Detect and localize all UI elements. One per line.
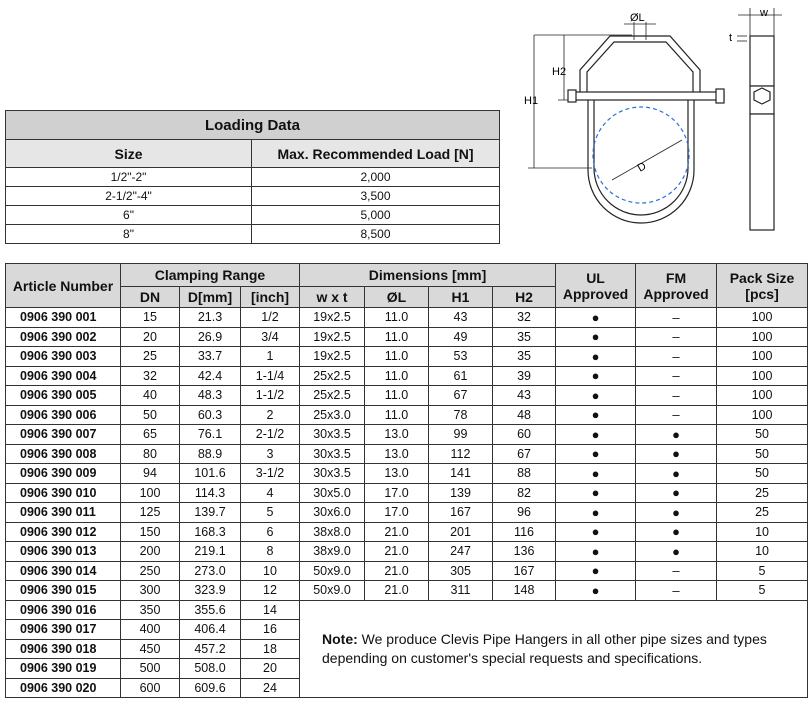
cell-d: 114.3 <box>180 483 241 503</box>
cell-wxt: 50x9.0 <box>300 581 365 601</box>
cell-fm: – <box>636 386 717 406</box>
article-number: 0906 390 011 <box>6 503 121 523</box>
cell-d: 139.7 <box>180 503 241 523</box>
cell-h2: 48 <box>493 405 556 425</box>
article-number: 0906 390 020 <box>6 678 121 698</box>
cell-d: 457.2 <box>180 639 241 659</box>
cell-h2: 88 <box>493 464 556 484</box>
cell-dn: 500 <box>121 659 180 679</box>
note-label: Note: <box>322 630 358 647</box>
cell-wxt: 38x8.0 <box>300 522 365 542</box>
loading-size-header: Size <box>6 140 252 168</box>
loading-data-title: Loading Data <box>6 111 500 140</box>
cell-h2: 35 <box>493 327 556 347</box>
cell-h1: 167 <box>429 503 493 523</box>
cell-pack: 25 <box>717 483 808 503</box>
cell-d: 609.6 <box>180 678 241 698</box>
cell-h1: 112 <box>429 444 493 464</box>
cell-wxt: 30x6.0 <box>300 503 365 523</box>
cell-dn: 65 <box>121 425 180 445</box>
cell-h1: 49 <box>429 327 493 347</box>
cell-h1: 61 <box>429 366 493 386</box>
table-row <box>6 425 808 445</box>
cell-inch: 12 <box>241 581 300 601</box>
cell-ol: 17.0 <box>365 503 429 523</box>
cell-ul: ● <box>556 405 636 425</box>
loading-load: 3,500 <box>252 187 500 206</box>
cell-wxt: 25x3.0 <box>300 405 365 425</box>
cell-ol: 11.0 <box>365 366 429 386</box>
cell-d: 60.3 <box>180 405 241 425</box>
cell-dn: 20 <box>121 327 180 347</box>
loading-row <box>6 225 500 244</box>
cell-h2: 35 <box>493 347 556 367</box>
cell-dn: 450 <box>121 639 180 659</box>
label-t: t <box>729 32 733 44</box>
article-number: 0906 390 013 <box>6 542 121 562</box>
note-text: We produce Clevis Pipe Hangers in all other pipe sizes and types depending on customer's special requests and specifications. <box>322 630 767 666</box>
cell-inch: 1-1/4 <box>241 366 300 386</box>
cell-wxt: 25x2.5 <box>300 386 365 406</box>
table-row <box>6 542 808 562</box>
table-row <box>6 522 808 542</box>
table-row <box>6 503 808 523</box>
loading-row <box>6 187 500 206</box>
ul-approved-header: UL Approved <box>556 264 636 308</box>
cell-dn: 200 <box>121 542 180 562</box>
cell-pack: 50 <box>717 425 808 445</box>
cell-fm: ● <box>636 444 717 464</box>
cell-dn: 32 <box>121 366 180 386</box>
label-h1: H1 <box>524 95 539 107</box>
cell-ol: 11.0 <box>365 347 429 367</box>
cell-h1: 43 <box>429 308 493 328</box>
cell-h2: 116 <box>493 522 556 542</box>
cell-ul: ● <box>556 347 636 367</box>
table-row <box>6 581 808 601</box>
article-number: 0906 390 010 <box>6 483 121 503</box>
cell-h2: 96 <box>493 503 556 523</box>
cell-ul: ● <box>556 522 636 542</box>
cell-fm: ● <box>636 522 717 542</box>
cell-fm: – <box>636 366 717 386</box>
article-number: 0906 390 005 <box>6 386 121 406</box>
cell-ol: 11.0 <box>365 308 429 328</box>
cell-pack: 10 <box>717 522 808 542</box>
cell-dn: 50 <box>121 405 180 425</box>
clamping-range-header: Clamping Range <box>121 264 300 287</box>
fm-approved-header: FM Approved <box>636 264 717 308</box>
cell-dn: 150 <box>121 522 180 542</box>
cell-h1: 141 <box>429 464 493 484</box>
table-row <box>6 308 808 328</box>
cell-h2: 60 <box>493 425 556 445</box>
article-number: 0906 390 003 <box>6 347 121 367</box>
cell-d: 48.3 <box>180 386 241 406</box>
cell-d: 406.4 <box>180 620 241 640</box>
cell-h2: 43 <box>493 386 556 406</box>
cell-ol: 13.0 <box>365 425 429 445</box>
article-number: 0906 390 002 <box>6 327 121 347</box>
cell-d: 168.3 <box>180 522 241 542</box>
cell-h2: 136 <box>493 542 556 562</box>
cell-h1: 78 <box>429 405 493 425</box>
cell-wxt: 30x3.5 <box>300 464 365 484</box>
article-number: 0906 390 014 <box>6 561 121 581</box>
cell-ul: ● <box>556 483 636 503</box>
pack-size-header: Pack Size [pcs] <box>717 264 808 308</box>
cell-inch: 18 <box>241 639 300 659</box>
cell-ul: ● <box>556 464 636 484</box>
loading-load-header: Max. Recommended Load [N] <box>252 140 500 168</box>
cell-wxt: 38x9.0 <box>300 542 365 562</box>
cell-ul: ● <box>556 542 636 562</box>
loading-size: 1/2"-2" <box>6 168 252 187</box>
cell-pack: 5 <box>717 581 808 601</box>
cell-h2: 167 <box>493 561 556 581</box>
cell-pack: 100 <box>717 405 808 425</box>
loading-data-table <box>5 110 500 244</box>
cell-fm: – <box>636 308 717 328</box>
cell-dn: 40 <box>121 386 180 406</box>
cell-h2: 82 <box>493 483 556 503</box>
dmm-header: D[mm] <box>180 287 241 308</box>
cell-pack: 100 <box>717 386 808 406</box>
cell-ol: 21.0 <box>365 581 429 601</box>
loading-row <box>6 206 500 225</box>
cell-pack: 100 <box>717 366 808 386</box>
cell-pack: 100 <box>717 308 808 328</box>
cell-inch: 5 <box>241 503 300 523</box>
article-number: 0906 390 012 <box>6 522 121 542</box>
cell-h1: 201 <box>429 522 493 542</box>
cell-inch: 2 <box>241 405 300 425</box>
table-row <box>6 464 808 484</box>
cell-ul: ● <box>556 425 636 445</box>
cell-dn: 125 <box>121 503 180 523</box>
label-ol: ØL <box>630 12 645 24</box>
cell-d: 273.0 <box>180 561 241 581</box>
cell-dn: 15 <box>121 308 180 328</box>
cell-fm: ● <box>636 503 717 523</box>
cell-dn: 250 <box>121 561 180 581</box>
cell-pack: 5 <box>717 561 808 581</box>
dimensions-header: Dimensions [mm] <box>300 264 556 287</box>
article-number: 0906 390 016 <box>6 600 121 620</box>
loading-size: 8" <box>6 225 252 244</box>
cell-inch: 1/2 <box>241 308 300 328</box>
cell-inch: 6 <box>241 522 300 542</box>
cell-pack: 50 <box>717 444 808 464</box>
table-row <box>6 405 808 425</box>
table-row <box>6 600 808 620</box>
cell-ol: 17.0 <box>365 483 429 503</box>
cell-h1: 247 <box>429 542 493 562</box>
cell-h2: 148 <box>493 581 556 601</box>
loading-load: 5,000 <box>252 206 500 225</box>
clevis-hanger-drawing <box>522 0 808 236</box>
cell-fm: – <box>636 327 717 347</box>
table-row <box>6 483 808 503</box>
cell-ol: 13.0 <box>365 464 429 484</box>
article-number: 0906 390 006 <box>6 405 121 425</box>
cell-ul: ● <box>556 581 636 601</box>
cell-pack: 100 <box>717 327 808 347</box>
table-row <box>6 386 808 406</box>
cell-wxt: 25x2.5 <box>300 366 365 386</box>
wxt-header: w x t <box>300 287 365 308</box>
table-row <box>6 444 808 464</box>
cell-wxt: 19x2.5 <box>300 347 365 367</box>
cell-ul: ● <box>556 503 636 523</box>
cell-inch: 16 <box>241 620 300 640</box>
cell-inch: 10 <box>241 561 300 581</box>
cell-dn: 350 <box>121 600 180 620</box>
cell-ul: ● <box>556 386 636 406</box>
cell-wxt: 30x3.5 <box>300 425 365 445</box>
cell-fm: – <box>636 561 717 581</box>
cell-inch: 3/4 <box>241 327 300 347</box>
cell-h2: 32 <box>493 308 556 328</box>
cell-wxt: 30x5.0 <box>300 483 365 503</box>
cell-d: 33.7 <box>180 347 241 367</box>
article-number: 0906 390 008 <box>6 444 121 464</box>
cell-fm: – <box>636 347 717 367</box>
cell-inch: 20 <box>241 659 300 679</box>
cell-fm: – <box>636 405 717 425</box>
clevis-hanger-table <box>5 263 808 698</box>
cell-ol: 11.0 <box>365 386 429 406</box>
cell-dn: 80 <box>121 444 180 464</box>
cell-h1: 67 <box>429 386 493 406</box>
cell-ul: ● <box>556 561 636 581</box>
loading-size: 6" <box>6 206 252 225</box>
cell-ol: 11.0 <box>365 405 429 425</box>
cell-h1: 305 <box>429 561 493 581</box>
label-d: D <box>635 160 649 175</box>
article-number-header: Article Number <box>6 264 121 308</box>
cell-ol: 21.0 <box>365 561 429 581</box>
cell-inch: 2-1/2 <box>241 425 300 445</box>
cell-ol: 21.0 <box>365 522 429 542</box>
cell-d: 21.3 <box>180 308 241 328</box>
cell-ul: ● <box>556 366 636 386</box>
cell-inch: 24 <box>241 678 300 698</box>
article-number: 0906 390 004 <box>6 366 121 386</box>
cell-h2: 39 <box>493 366 556 386</box>
cell-wxt: 50x9.0 <box>300 561 365 581</box>
cell-ol: 13.0 <box>365 444 429 464</box>
cell-d: 355.6 <box>180 600 241 620</box>
cell-pack: 100 <box>717 347 808 367</box>
cell-ul: ● <box>556 444 636 464</box>
cell-h2: 67 <box>493 444 556 464</box>
cell-d: 26.9 <box>180 327 241 347</box>
cell-fm: ● <box>636 464 717 484</box>
cell-dn: 400 <box>121 620 180 640</box>
cell-fm: ● <box>636 425 717 445</box>
label-w: w <box>760 7 768 19</box>
cell-h1: 53 <box>429 347 493 367</box>
table-row <box>6 561 808 581</box>
cell-fm: – <box>636 581 717 601</box>
cell-wxt: 19x2.5 <box>300 308 365 328</box>
loading-row <box>6 168 500 187</box>
cell-dn: 600 <box>121 678 180 698</box>
cell-h1: 99 <box>429 425 493 445</box>
cell-h1: 139 <box>429 483 493 503</box>
cell-d: 42.4 <box>180 366 241 386</box>
cell-ul: ● <box>556 327 636 347</box>
article-number: 0906 390 017 <box>6 620 121 640</box>
cell-inch: 4 <box>241 483 300 503</box>
article-number: 0906 390 001 <box>6 308 121 328</box>
cell-d: 323.9 <box>180 581 241 601</box>
cell-pack: 50 <box>717 464 808 484</box>
cell-pack: 10 <box>717 542 808 562</box>
cell-dn: 94 <box>121 464 180 484</box>
cell-ol: 21.0 <box>365 542 429 562</box>
cell-d: 219.1 <box>180 542 241 562</box>
cell-inch: 3-1/2 <box>241 464 300 484</box>
loading-load: 8,500 <box>252 225 500 244</box>
cell-inch: 8 <box>241 542 300 562</box>
table-row <box>6 347 808 367</box>
note <box>300 600 808 698</box>
cell-dn: 100 <box>121 483 180 503</box>
article-number: 0906 390 009 <box>6 464 121 484</box>
table-row <box>6 327 808 347</box>
article-number: 0906 390 007 <box>6 425 121 445</box>
table-row <box>6 366 808 386</box>
cell-pack: 25 <box>717 503 808 523</box>
article-number: 0906 390 019 <box>6 659 121 679</box>
article-number: 0906 390 018 <box>6 639 121 659</box>
cell-ol: 11.0 <box>365 327 429 347</box>
cell-inch: 1 <box>241 347 300 367</box>
cell-h1: 311 <box>429 581 493 601</box>
cell-inch: 14 <box>241 600 300 620</box>
cell-dn: 300 <box>121 581 180 601</box>
cell-wxt: 19x2.5 <box>300 327 365 347</box>
cell-d: 76.1 <box>180 425 241 445</box>
cell-fm: ● <box>636 483 717 503</box>
cell-inch: 3 <box>241 444 300 464</box>
cell-dn: 25 <box>121 347 180 367</box>
h2-header: H2 <box>493 287 556 308</box>
cell-fm: ● <box>636 542 717 562</box>
inch-header: [inch] <box>241 287 300 308</box>
h1-header: H1 <box>429 287 493 308</box>
cell-wxt: 30x3.5 <box>300 444 365 464</box>
cell-inch: 1-1/2 <box>241 386 300 406</box>
article-number: 0906 390 015 <box>6 581 121 601</box>
dn-header: DN <box>121 287 180 308</box>
cell-d: 508.0 <box>180 659 241 679</box>
cell-ul: ● <box>556 308 636 328</box>
label-h2: H2 <box>552 66 567 78</box>
loading-size: 2-1/2"-4" <box>6 187 252 206</box>
cell-d: 101.6 <box>180 464 241 484</box>
ol-header: ØL <box>365 287 429 308</box>
cell-d: 88.9 <box>180 444 241 464</box>
loading-load: 2,000 <box>252 168 500 187</box>
